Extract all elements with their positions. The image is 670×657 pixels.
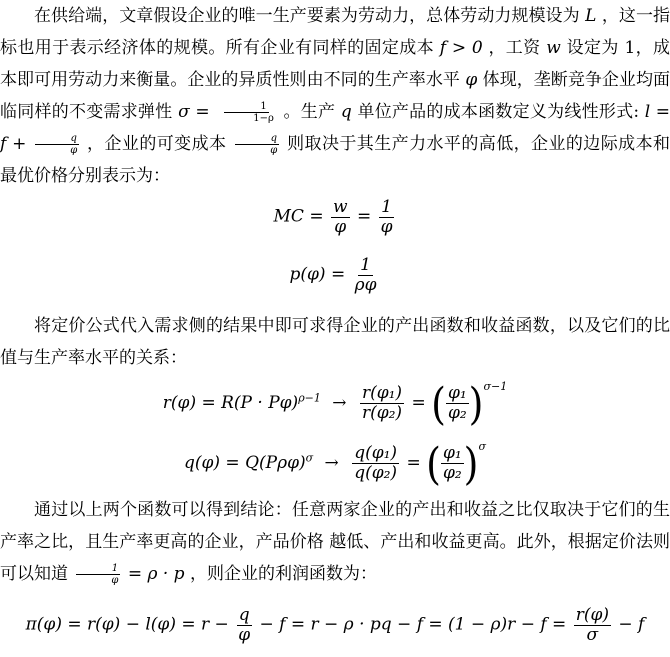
math-cost-function: l = f + $\frac{q}{\varphi}$ [0,102,670,156]
paragraph-supply-side: 在供给端，文章假设企业的唯一生产要素为劳动力，总体劳动力规模设为 L ，这一指标也用于表示经济体的规模。所有企业有同样的固定成本 f > 0 ，工资 w 设定为 1，成本即可用劳动力来衡量。企业的异质性则由不同的生产率水平 φ 体现，垄断竞争企业均面临同样的不变需求弹性 σ = $\frac{1}{1-\rho}$ 。生产 q 单位产品的成本函数定义为线性形式: l = f + $\frac{q}{\varphi}$ ，企业的可变成本 $\frac{q}{\varphi}$ 则取决于其生产力水平的高低，企业的边际成本和最优价格分别表示为： [0,6,670,186]
math-wage: w [546,38,561,58]
math-sigma: σ = $\frac{1}{1-\rho}$ [178,101,274,124]
math-variable-cost: $\frac{q}{\varphi}$ [232,134,287,154]
equation-optimal-price: p(φ) = $\frac{1}{\rho\varphi}$ [289,255,377,295]
equation-revenue: $r(\varphi) = R(P \cdot P\varphi)^{\rho-1}$ → $\frac{\text{r(φ₁)}}{\text{r(φ₂)}}$ = ( $\frac{\text{φ₁}}{\text{φ₂}}$ )$^{\sigma-1}$ [162,378,508,429]
equation-profit: π(φ) = r(φ) − l(φ) = r − $\frac{q}{\varphi}$ − f = r − ρ · pq − f = (1 − ρ)r − f = $\frac{r(\varphi)}{\sigma}$ − f [25,605,645,645]
equation-marginal-cost: MC = $\frac{w}{\varphi}$ = $\frac{1}{\varphi}$ [273,197,393,237]
paragraph-conclusion: 通过以上两个函数可以得到结论：任意两家企业的产出和收益之比仅取决于它们的生产率之比，且生产率更高的企业，产品价格 越低、产出和收益更高。此外，根据定价法则可以知道 $\frac{1}{\varphi}$ = ρ · p ，则企业的利润函数为： [0,500,670,586]
paragraph-demand-substitution: 将定价公式代入需求侧的结果中即可求得企业的产出函数和收益函数，以及它们的比值与生产率水平的关系： [0,316,670,368]
math-fixed-cost: f > 0 [439,38,483,58]
math-phi: φ [465,70,478,90]
equation-output: $q(\varphi) = Q(P\rho\varphi)^\sigma$ → $\frac{\text{q(φ₁)}}{\text{q(φ₂)}}$ = ( $\frac{\text{φ₁}}{\text{φ₂}}$ )$^\sigma$ [183,438,487,489]
math-q: q [340,102,352,122]
math-L: L [585,6,597,26]
